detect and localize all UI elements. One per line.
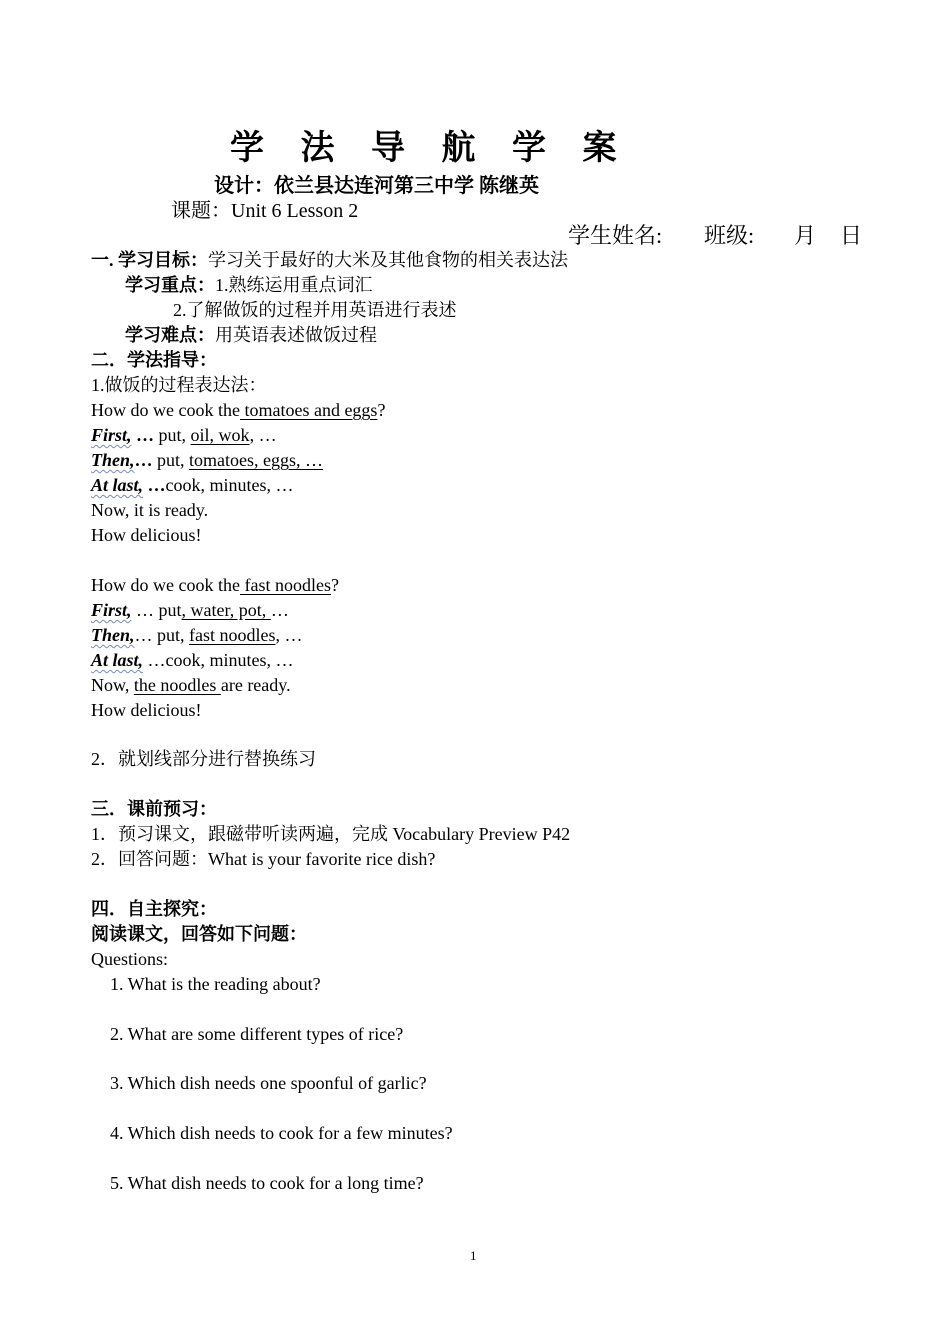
preview-item-2: 2．回答问题：What is your favorite rice dish? <box>91 849 436 869</box>
goals-heading: 一. 学习目标： <box>91 250 208 270</box>
key-points-line <box>125 273 373 298</box>
example2-now <box>91 673 291 698</box>
difficult-label: 学习难点： <box>125 325 215 345</box>
guide-heading: 二．学法指导： <box>91 350 217 370</box>
example2-then <box>91 623 303 648</box>
example1-question-suffix: ? <box>377 400 386 420</box>
page-title: 学 法 导 航 学 案 <box>230 130 631 167</box>
key-point-2: 2.了解做饭的过程并用英语进行表述 <box>173 300 457 320</box>
example2-question-prefix: How do we cook the <box>91 575 240 595</box>
example1-question-underlined: tomatoes and eggs <box>239 400 378 420</box>
example2-last-word: At last, <box>91 650 144 670</box>
example1-first <box>91 423 277 448</box>
difficult-text: 用英语表述做饭过程 <box>215 325 377 345</box>
day-label: 日 <box>840 223 863 248</box>
example2-now-prefix: Now, <box>91 675 134 695</box>
example2-last-end: …cook, minutes, … <box>143 650 294 670</box>
example1-then <box>91 448 323 473</box>
example2-now-underlined: the noodles <box>133 675 221 695</box>
example1-last-word: At last, <box>91 475 144 495</box>
question-2: 2. What are some different types of rice? <box>110 1024 404 1044</box>
example2-then-underlined: fast noodles <box>189 625 276 645</box>
explore-subheading: 阅读课文，回答如下问题： <box>91 924 307 944</box>
explore-heading: 四．自主探究： <box>91 899 217 919</box>
example1-then-word: Then, <box>91 450 135 470</box>
class-label: 班级: <box>704 223 755 248</box>
preview-heading: 三．课前预习： <box>91 799 217 819</box>
example2-last <box>91 648 294 673</box>
question-4: 4. Which dish needs to cook for a few minutes? <box>110 1123 453 1143</box>
example2-question <box>91 573 339 598</box>
example1-delicious: How delicious! <box>91 525 202 545</box>
example1-first-end: , … <box>249 425 277 445</box>
example1-last-end: cook, minutes, … <box>165 475 294 495</box>
example2-question-suffix: ? <box>330 575 339 595</box>
question-5: 5. What dish needs to cook for a long time? <box>110 1173 424 1193</box>
example1-last-dots: … <box>143 475 166 495</box>
example2-delicious: How delicious! <box>91 700 202 720</box>
example1-first-mid: put, <box>154 425 191 445</box>
example2-question-underlined: fast noodles <box>239 575 331 595</box>
example1-first-underlined: oil, wok <box>190 425 250 445</box>
example2-then-word: Then, <box>91 625 135 645</box>
example1-question <box>91 398 385 423</box>
example2-then-end: , … <box>275 625 303 645</box>
example2-first-end: … <box>270 600 289 620</box>
question-1: 1. What is the reading about? <box>110 974 321 994</box>
goals-text: 学习关于最好的大米及其他食物的相关表达法 <box>208 250 568 270</box>
example2-then-mid: … put, <box>134 625 190 645</box>
preview-item-1: 1．预习课文，跟磁带听读两遍，完成 Vocabulary Preview P42 <box>91 824 571 844</box>
example1-first-dots: … <box>131 425 155 445</box>
key-points-label: 学习重点： <box>125 275 215 295</box>
example1-last <box>91 473 294 498</box>
designer-line: 设计：依兰县达连河第三中学 陈继英 <box>214 175 539 197</box>
example1-then-dots: … <box>134 450 153 470</box>
guide-intro: 1.做饭的过程表达法： <box>91 375 267 395</box>
question-3: 3. Which dish needs one spoonful of garlic? <box>110 1073 427 1093</box>
student-name-label: 学生姓名: <box>568 223 663 248</box>
example2-first-mid: … put <box>131 600 182 620</box>
example1-first-word: First, <box>91 425 132 445</box>
key-point-1: 1.熟练运用重点词汇 <box>215 275 373 295</box>
topic-line: 课题：Unit 6 Lesson 2 <box>171 200 359 222</box>
example1-then-underlined: tomatoes, eggs, … <box>189 450 324 470</box>
example2-first <box>91 598 289 623</box>
example1-now: Now, it is ready. <box>91 500 209 520</box>
page-number: 1 <box>470 1248 477 1263</box>
example1-question-prefix: How do we cook the <box>91 400 240 420</box>
difficult-points-line <box>125 323 377 348</box>
student-info <box>568 222 862 250</box>
example2-now-suffix: are ready. <box>220 675 291 695</box>
example1-then-mid: put, <box>152 450 190 470</box>
goals-line <box>91 248 568 273</box>
practice-line: 2．就划线部分进行替换练习 <box>91 749 316 769</box>
questions-label: Questions: <box>91 949 169 969</box>
month-label: 月 <box>794 223 817 248</box>
example2-first-underlined: , water, pot, <box>181 600 271 620</box>
example2-first-word: First, <box>91 600 132 620</box>
